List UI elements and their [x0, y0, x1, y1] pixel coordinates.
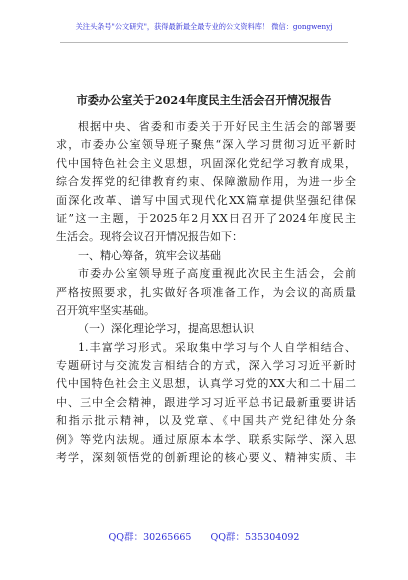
- paragraph-line: 市委办公室领导班子高度重视此次民主生活会，会前: [78, 267, 356, 281]
- footer-qq-group-2: QQ群：535304092: [210, 532, 300, 543]
- header-divider: [60, 42, 348, 43]
- paragraph-line: 代中国特色社会主义思想，巩固深化党纪学习教育成果，: [56, 156, 356, 170]
- header-banner: 关注头条号"公文研究"，获得最新最全最专业的公文资料库！ 微信：gongwenyj: [75, 22, 333, 31]
- paragraph-line: 证”这一主题，于2025年2月XX日召开了2024年度民主: [56, 211, 356, 225]
- paragraph-line: 求，市委办公室领导班子聚焦“深入学习贯彻习近平新时: [56, 138, 356, 152]
- paragraph-line: 严格按照要求，扎实做好各项准备工作，为会议的高质量: [56, 285, 356, 299]
- paragraph-line: 面深化改革、谱写中国式现代化XX篇章提供坚强纪律保: [56, 193, 356, 207]
- document-title: 市委办公室关于2024年度民主生活会召开情况报告: [76, 93, 332, 107]
- subsection-heading: （一）深化理论学习，提高思想认识: [78, 322, 254, 336]
- paragraph-line: 专题研讨与交流发言相结合的方式，深入学习习近平新时: [56, 359, 356, 373]
- document-body: [56, 118, 356, 467]
- paragraph-line: 召开筑牢坚实基础。: [56, 303, 155, 317]
- paragraph-line: 代中国特色社会主义思想，认真学习党的XX大和二十届二: [56, 377, 356, 391]
- footer-contacts: [0, 532, 408, 544]
- paragraph-line: 综合发挥党的纪律教育约束、保障激励作用，为进一步全: [56, 175, 356, 189]
- paragraph-line: 例》等党内法规。通过原原本本学、联系实际学、深入思: [56, 432, 356, 446]
- paragraph-line: 和指示批示精神，以及党章、《中国共产党纪律处分条: [56, 414, 356, 428]
- paragraph-line: 生活会。现将会议召开情况报告如下：: [56, 230, 243, 244]
- paragraph-line: 考学，深刻领悟党的创新理论的核心要义、精神实质、丰: [56, 451, 356, 465]
- section-heading: 一、精心筹备，筑牢会议基础: [78, 248, 221, 262]
- footer-qq-group-1: QQ群：30265665: [108, 532, 192, 543]
- paragraph-line: 中、三中全会精神，跟进学习习近平总书记最新重要讲话: [56, 395, 356, 409]
- paragraph-line: 1.丰富学习形式。采取集中学习与个人自学相结合、: [78, 340, 356, 354]
- paragraph-line: 根据中央、省委和市委关于开好民主生活会的部署要: [78, 120, 356, 133]
